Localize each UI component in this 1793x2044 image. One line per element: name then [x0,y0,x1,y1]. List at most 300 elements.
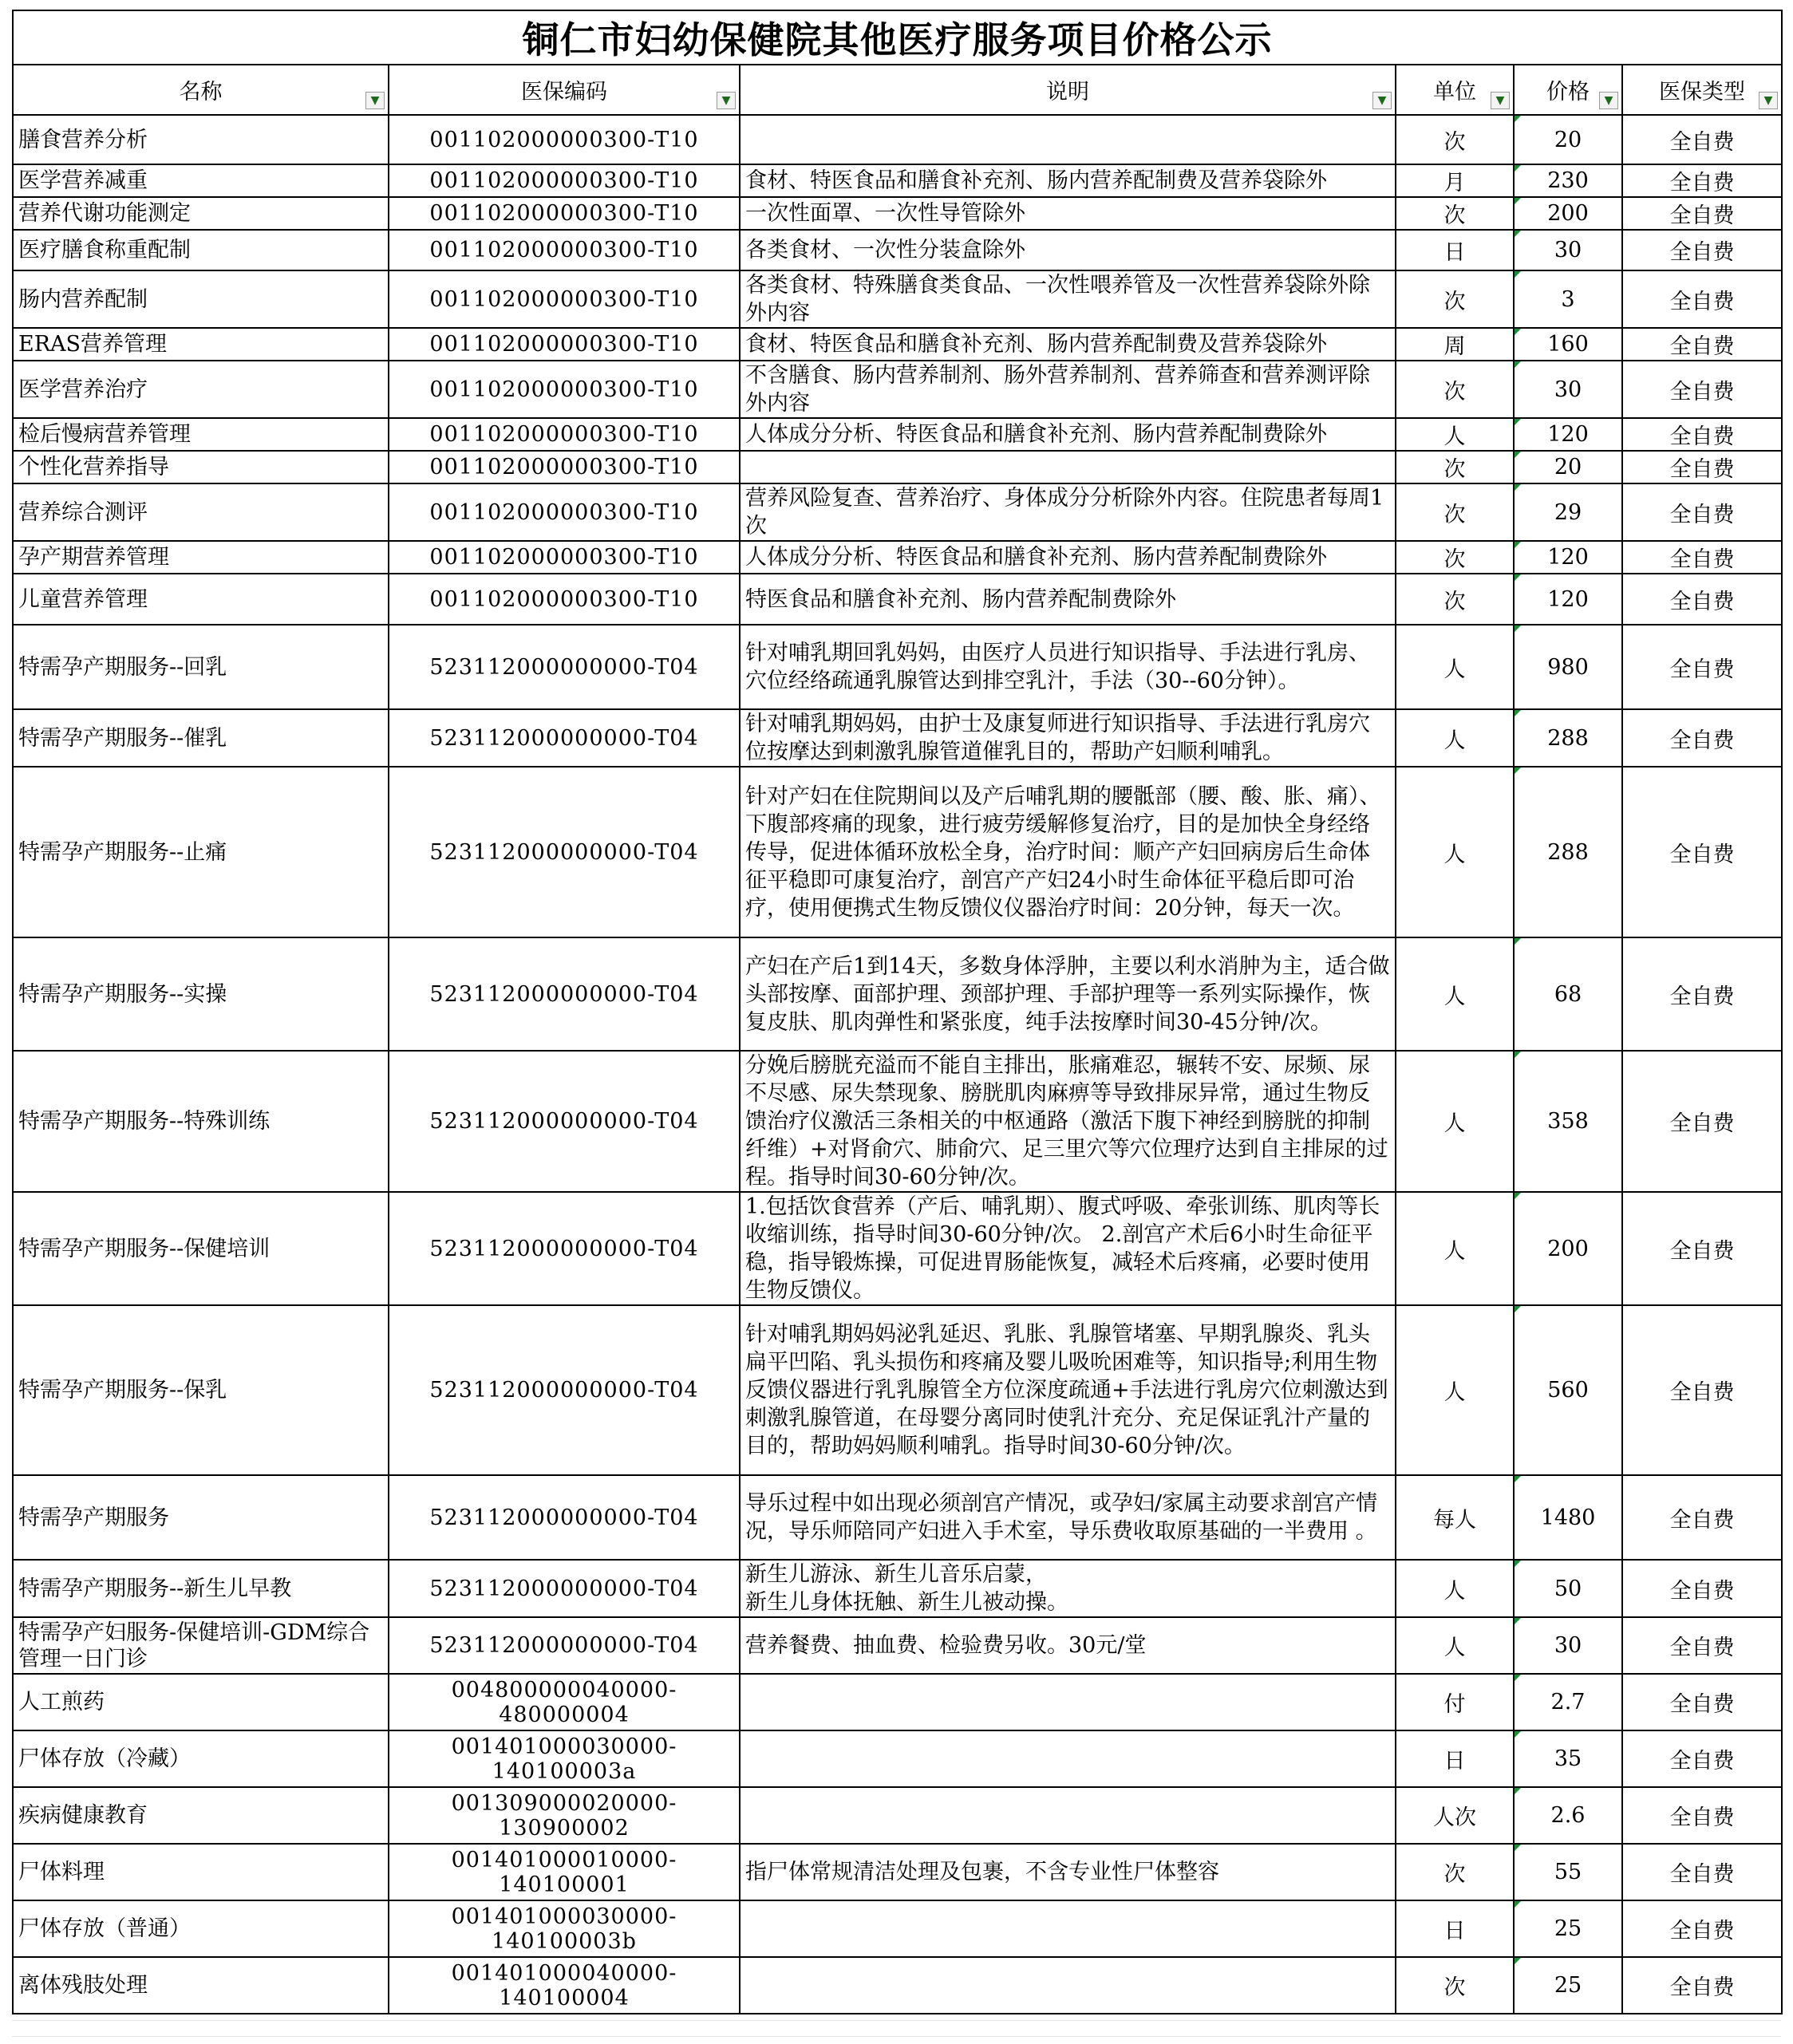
cell-price[interactable] [1514,115,1622,164]
header-unit-label: 单位 [1433,80,1476,105]
cell-ins-text: 全自费 [1669,1507,1735,1533]
cell-name[interactable] [13,1787,389,1844]
cell-marker-icon [1515,710,1521,716]
cell-ins-text: 全自费 [1669,289,1735,314]
cell-desc[interactable] [740,1957,1396,2014]
cell-name[interactable] [13,709,389,767]
cell-price-text: 560 [1547,1378,1589,1403]
cell-name[interactable] [13,541,389,574]
cell-name-text: 孕产期营养管理 [18,545,169,570]
cell-unit-text: 日 [1443,1749,1466,1774]
filter-dropdown-icon[interactable]: ▼ [717,92,736,109]
cell-desc-text: 各类食材、特殊膳食类食品、一次性喂养管及一次性营养袋除外除外内容 [745,273,1370,326]
cell-price-text: 120 [1547,545,1589,570]
cell-desc[interactable] [740,541,1396,574]
cell-ins[interactable] [1622,328,1782,361]
cell-desc[interactable] [740,164,1396,197]
header-code [389,65,740,115]
cell-price[interactable] [1514,1900,1622,1957]
cell-unit[interactable] [1396,361,1514,418]
cell-ins[interactable] [1622,361,1782,418]
cell-desc[interactable] [740,1844,1396,1900]
cell-code-text: 001102000000300-T10 [429,499,699,525]
cell-marker-icon [1515,767,1521,774]
cell-code[interactable] [389,767,740,937]
cell-unit[interactable] [1396,164,1514,197]
cell-price[interactable] [1514,1560,1622,1617]
cell-price[interactable] [1514,1475,1622,1560]
cell-name[interactable] [13,767,389,937]
cell-unit[interactable] [1396,1957,1514,2014]
cell-price-text: 120 [1547,586,1589,612]
cell-unit[interactable] [1396,625,1514,709]
cell-ins-text: 全自费 [1669,457,1735,482]
cell-price[interactable] [1514,270,1622,328]
filter-dropdown-icon[interactable]: ▼ [1491,92,1510,109]
cell-code-text: 001102000000300-T10 [429,168,699,193]
cell-name-text: 肠内营养配制 [18,286,148,312]
cell-desc-text: 针对哺乳期妈妈，由护士及康复师进行知识指导、手法进行乳房穴位按摩达到刺激乳腺管道催乳目的，帮助产妇顺利哺乳。 [745,712,1370,764]
cell-ins-text: 全自费 [1669,502,1735,527]
table-row [13,230,1782,270]
cell-name[interactable] [13,197,389,230]
cell-unit[interactable] [1396,230,1514,270]
cell-name-text: 医学营养减重 [18,168,148,193]
cell-name[interactable] [13,270,389,328]
table-row [13,483,1782,541]
cell-name-text: 医学营养治疗 [18,377,148,402]
cell-name-text: 个性化营养指导 [18,455,169,479]
cell-desc-text: 食材、特医食品和膳食补充剂、肠内营养配制费及营养袋除外 [745,332,1327,357]
cell-ins[interactable] [1622,1475,1782,1560]
cell-name[interactable] [13,1900,389,1957]
cell-code-text: 001401000040000-140100004 [451,1960,677,2010]
table-row [13,1674,1782,1730]
cell-code[interactable] [389,541,740,574]
cell-desc-text: 食材、特医食品和膳食补充剂、肠内营养配制费及营养袋除外 [745,168,1327,193]
cell-price[interactable] [1514,574,1622,625]
cell-ins[interactable] [1622,418,1782,451]
cell-code[interactable] [389,1305,740,1475]
table-row [13,767,1782,937]
cell-unit[interactable] [1396,197,1514,230]
cell-name-text: 尸体存放（冷藏） [18,1746,191,1771]
cell-name[interactable] [13,1192,389,1305]
cell-code-text: 001102000000300-T10 [429,201,699,226]
table-row [13,164,1782,197]
cell-marker-icon [1515,198,1521,204]
cell-marker-icon [1515,1845,1521,1851]
cell-price-text: 980 [1547,654,1589,680]
cell-ins[interactable] [1622,1900,1782,1957]
cell-name[interactable] [13,1051,389,1192]
cell-code[interactable] [389,1844,740,1900]
cell-name-text: 离体残肢处理 [18,1973,148,1998]
cell-code[interactable] [389,1192,740,1305]
filter-dropdown-icon[interactable]: ▼ [365,92,385,109]
cell-unit[interactable] [1396,1844,1514,1900]
cell-code-text: 523112000000000-T04 [429,1576,699,1601]
cell-price[interactable] [1514,164,1622,197]
cell-ins[interactable] [1622,709,1782,767]
cell-ins-text: 全自费 [1669,657,1735,682]
cell-code[interactable] [389,451,740,483]
cell-code[interactable] [389,483,740,541]
cell-code-text: 523112000000000-T04 [429,981,699,1007]
cell-unit-text: 人 [1443,1636,1466,1660]
table-row [13,1787,1782,1844]
cell-ins-text: 全自费 [1669,1919,1735,1943]
cell-price[interactable] [1514,483,1622,541]
cell-name[interactable] [13,328,389,361]
cell-ins-text: 全自费 [1669,171,1735,195]
cell-code[interactable] [389,270,740,328]
cell-price[interactable] [1514,1617,1622,1674]
cell-unit-text: 付 [1443,1692,1466,1717]
cell-desc[interactable] [740,328,1396,361]
cell-code[interactable] [389,418,740,451]
cell-unit[interactable] [1396,709,1514,767]
cell-name[interactable] [13,230,389,270]
cell-ins[interactable] [1622,1844,1782,1900]
cell-unit[interactable] [1396,418,1514,451]
cell-unit[interactable] [1396,1051,1514,1192]
cell-ins[interactable] [1622,937,1782,1051]
cell-ins[interactable] [1622,1957,1782,2014]
cell-code-text: 001102000000300-T10 [429,455,699,479]
cell-code[interactable] [389,115,740,164]
cell-desc[interactable] [740,1051,1396,1192]
cell-desc[interactable] [740,1560,1396,1617]
cell-price[interactable] [1514,709,1622,767]
table-row [13,574,1782,625]
table-row [13,115,1782,164]
cell-code-text: 001102000000300-T10 [429,422,699,447]
cell-marker-icon [1515,1731,1521,1738]
cell-ins[interactable] [1622,451,1782,483]
table-row [13,1305,1782,1475]
cell-desc[interactable] [740,451,1396,483]
cell-name[interactable] [13,1617,389,1674]
cell-price-text: 30 [1554,377,1582,402]
cell-name-text: 特需孕产期服务--特殊训练 [18,1109,271,1134]
cell-unit[interactable] [1396,328,1514,361]
cell-unit[interactable] [1396,1192,1514,1305]
cell-desc[interactable] [740,1787,1396,1844]
cell-desc[interactable] [740,418,1396,451]
cell-price[interactable] [1514,937,1622,1051]
cell-price[interactable] [1514,230,1622,270]
cell-code[interactable] [389,328,740,361]
cell-desc[interactable] [740,483,1396,541]
cell-unit[interactable] [1396,541,1514,574]
cell-unit-text: 人 [1443,1380,1466,1405]
cell-desc[interactable] [740,361,1396,418]
cell-code-text: 001309000020000-130900002 [451,1790,677,1841]
table-row [13,541,1782,574]
cell-desc-text: 产妇在产后1到14天，多数身体浮肿，主要以利水消肿为主，适合做头部按摩、面部护理、颈部护理、手部护理等一系列实际操作，恢复皮肤、肌肉弹性和紧张度，纯手法按摩时间30-45分钟/次。 [745,953,1390,1035]
cell-unit[interactable] [1396,1617,1514,1674]
cell-unit[interactable] [1396,1900,1514,1957]
cell-ins-text: 全自费 [1669,1692,1735,1717]
filter-dropdown-icon[interactable]: ▼ [1759,92,1778,109]
cell-desc[interactable] [740,230,1396,270]
filter-dropdown-icon[interactable]: ▼ [1372,92,1392,109]
cell-code-text: 001401000030000-140100003a [451,1734,677,1784]
cell-price[interactable] [1514,541,1622,574]
cell-unit[interactable] [1396,1674,1514,1730]
cell-ins-text: 全自费 [1669,842,1735,867]
cell-ins[interactable] [1622,574,1782,625]
cell-name-text: 尸体料理 [18,1860,105,1884]
empty-grid-line [12,2020,1781,2022]
cell-marker-icon [1515,361,1521,368]
cell-desc[interactable] [740,270,1396,328]
cell-unit[interactable] [1396,1787,1514,1844]
cell-unit-text: 次 [1443,589,1466,614]
cell-unit[interactable] [1396,1305,1514,1475]
cell-name[interactable] [13,361,389,418]
cell-unit-text: 人 [1443,728,1466,753]
cell-price[interactable] [1514,418,1622,451]
cell-ins[interactable] [1622,767,1782,937]
cell-desc[interactable] [740,574,1396,625]
cell-price[interactable] [1514,767,1622,937]
cell-code[interactable] [389,625,740,709]
cell-name[interactable] [13,451,389,483]
cell-ins[interactable] [1622,625,1782,709]
cell-code[interactable] [389,1730,740,1787]
cell-desc[interactable] [740,1730,1396,1787]
cell-code-text: 001401000010000-140100001 [451,1847,677,1897]
table-row [13,270,1782,328]
cell-code[interactable] [389,574,740,625]
page-title: 铜仁市妇幼保健院其他医疗服务项目价格公示 [13,10,1782,65]
cell-code-text: 523112000000000-T04 [429,1109,699,1134]
cell-code-text: 001102000000300-T10 [429,127,699,152]
cell-name[interactable] [13,1305,389,1475]
cell-ins-text: 全自费 [1669,1380,1735,1405]
cell-ins[interactable] [1622,1674,1782,1730]
cell-marker-icon [1515,1561,1521,1567]
cell-price-text: 1480 [1540,1505,1596,1530]
cell-desc[interactable] [740,709,1396,767]
cell-name[interactable] [13,164,389,197]
cell-unit-text: 人 [1443,984,1466,1009]
cell-ins-text: 全自费 [1669,589,1735,614]
cell-code[interactable] [389,197,740,230]
cell-price[interactable] [1514,1674,1622,1730]
cell-price[interactable] [1514,1192,1622,1305]
cell-ins[interactable] [1622,270,1782,328]
cell-price-text: 200 [1547,201,1589,226]
cell-unit[interactable] [1396,1475,1514,1560]
cell-ins[interactable] [1622,541,1782,574]
cell-ins[interactable] [1622,230,1782,270]
cell-price[interactable] [1514,625,1622,709]
cell-marker-icon [1515,452,1521,458]
cell-ins[interactable] [1622,1730,1782,1787]
cell-desc[interactable] [740,197,1396,230]
cell-price-text: 55 [1554,1860,1582,1884]
cell-desc[interactable] [740,115,1396,164]
cell-price[interactable] [1514,1730,1622,1787]
cell-name-text: ERAS营养管理 [18,332,168,357]
cell-unit-text: 人 [1443,1111,1466,1136]
cell-name[interactable] [13,1957,389,2014]
cell-code[interactable] [389,361,740,418]
cell-price-text: 20 [1554,455,1582,479]
cell-name-text: 特需孕产期服务--催乳 [18,725,227,751]
cell-marker-icon [1515,574,1521,581]
cell-ins-text: 全自费 [1669,547,1735,572]
cell-unit-text: 次 [1443,203,1466,228]
cell-unit[interactable] [1396,115,1514,164]
cell-name-text: 特需孕产期服务--保乳 [18,1378,227,1403]
cell-name-text: 尸体存放（普通） [18,1916,191,1941]
cell-unit-text: 次 [1443,1862,1466,1887]
cell-price[interactable] [1514,361,1622,418]
cell-price-text: 2.6 [1550,1803,1586,1828]
cell-desc-text: 导乐过程中如出现必须剖宫产情况，或孕妇/家属主动要求剖宫产情况，导乐师陪同产妇进入手术室，导乐费收取原基础的一半费用 。 [745,1491,1378,1544]
cell-unit[interactable] [1396,451,1514,483]
cell-code-text: 001102000000300-T10 [429,377,699,402]
cell-code[interactable] [389,164,740,197]
header-desc-label: 说明 [1046,80,1089,105]
cell-code-text: 523112000000000-T04 [429,1505,699,1530]
cell-name[interactable] [13,625,389,709]
cell-code[interactable] [389,1674,740,1730]
cell-ins-text: 全自费 [1669,1578,1735,1604]
cell-price-text: 288 [1547,725,1589,751]
cell-price-text: 2.7 [1550,1690,1586,1715]
cell-ins[interactable] [1622,1305,1782,1475]
cell-code[interactable] [389,1957,740,2014]
cell-desc[interactable] [740,937,1396,1051]
cell-price[interactable] [1514,1305,1622,1475]
cell-name[interactable] [13,1674,389,1730]
cell-code[interactable] [389,1560,740,1617]
cell-desc[interactable] [740,1674,1396,1730]
cell-unit-text: 日 [1443,240,1466,265]
header-name-label: 名称 [179,80,223,105]
cell-name-text: 儿童营养管理 [18,586,148,612]
cell-ins-text: 全自费 [1669,1749,1735,1774]
cell-name[interactable] [13,483,389,541]
cell-name[interactable] [13,574,389,625]
cell-price-text: 160 [1547,332,1589,357]
cell-ins-text: 全自费 [1669,984,1735,1009]
cell-marker-icon [1515,1476,1521,1482]
cell-marker-icon [1515,165,1521,172]
cell-marker-icon [1515,419,1521,425]
cell-code[interactable] [389,230,740,270]
cell-name[interactable] [13,418,389,451]
cell-ins[interactable] [1622,197,1782,230]
cell-price[interactable] [1514,1957,1622,2014]
cell-unit[interactable] [1396,574,1514,625]
cell-ins[interactable] [1622,115,1782,164]
cell-unit[interactable] [1396,270,1514,328]
cell-unit[interactable] [1396,1730,1514,1787]
cell-price[interactable] [1514,328,1622,361]
cell-name[interactable] [13,1475,389,1560]
cell-ins[interactable] [1622,483,1782,541]
cell-code[interactable] [389,1617,740,1674]
cell-desc[interactable] [740,767,1396,937]
price-table [12,10,1783,2014]
cell-unit[interactable] [1396,767,1514,937]
cell-desc-text: 人体成分分析、特医食品和膳食补充剂、肠内营养配制费除外 [745,545,1327,570]
cell-price[interactable] [1514,1051,1622,1192]
cell-code-text: 001102000000300-T10 [429,545,699,570]
cell-price-text: 3 [1561,286,1575,312]
cell-name-text: 人工煎药 [18,1690,105,1715]
cell-unit[interactable] [1396,483,1514,541]
filter-dropdown-icon[interactable]: ▼ [1599,92,1618,109]
cell-unit-text: 次 [1443,129,1466,155]
cell-desc[interactable] [740,1475,1396,1560]
cell-name[interactable] [13,1844,389,1900]
cell-name-text: 特需孕产期服务--新生儿早教 [18,1576,292,1601]
cell-code[interactable] [389,1787,740,1844]
cell-code-text: 523112000000000-T04 [429,1378,699,1403]
cell-desc[interactable] [740,1305,1396,1475]
cell-name[interactable] [13,1730,389,1787]
cell-desc[interactable] [740,1617,1396,1674]
cell-name[interactable] [13,937,389,1051]
cell-name[interactable] [13,1560,389,1617]
cell-code[interactable] [389,709,740,767]
cell-code-text: 523112000000000-T04 [429,654,699,680]
cell-ins-text: 全自费 [1669,728,1735,753]
cell-ins[interactable] [1622,1051,1782,1192]
cell-unit[interactable] [1396,937,1514,1051]
cell-desc[interactable] [740,1900,1396,1957]
cell-marker-icon [1515,542,1521,548]
cell-ins[interactable] [1622,1560,1782,1617]
cell-ins[interactable] [1622,164,1782,197]
header-name [13,65,389,115]
cell-code-text: 001102000000300-T10 [429,238,699,262]
cell-name[interactable] [13,115,389,164]
cell-code[interactable] [389,1475,740,1560]
cell-desc-text: 针对产妇在住院期间以及产后哺乳期的腰骶部（腰、酸、胀、痛）、下腹部疼痛的现象，进行疲劳缓解修复治疗，目的是加快全身经络传导，促进体循环放松全身，治疗时间：顺产产妇回病房后生命体征平稳即可康复治疗，剖宫产产妇24小时生命体征平稳后即可治疗，使用便携式生物反馈仪仪器治疗时间：20分钟，每天一次。 [745,783,1381,921]
cell-price[interactable] [1514,451,1622,483]
cell-price[interactable] [1514,1844,1622,1900]
cell-ins-text: 全自费 [1669,1862,1735,1887]
cell-ins[interactable] [1622,1787,1782,1844]
cell-price-text: 30 [1554,238,1582,262]
cell-code[interactable] [389,1900,740,1957]
cell-ins[interactable] [1622,1192,1782,1305]
header-ins-label: 医保类型 [1659,80,1745,105]
cell-marker-icon [1515,1675,1521,1681]
cell-price[interactable] [1514,197,1622,230]
cell-code[interactable] [389,1051,740,1192]
cell-desc[interactable] [740,625,1396,709]
cell-ins[interactable] [1622,1617,1782,1674]
cell-desc[interactable] [740,1192,1396,1305]
cell-unit-text: 次 [1443,457,1466,482]
cell-code[interactable] [389,937,740,1051]
table-row [13,937,1782,1051]
cell-price[interactable] [1514,1787,1622,1844]
cell-name-text: 特需孕产期服务--回乳 [18,654,227,680]
table-row [13,1957,1782,2014]
table-row [13,1475,1782,1560]
cell-unit[interactable] [1396,1560,1514,1617]
